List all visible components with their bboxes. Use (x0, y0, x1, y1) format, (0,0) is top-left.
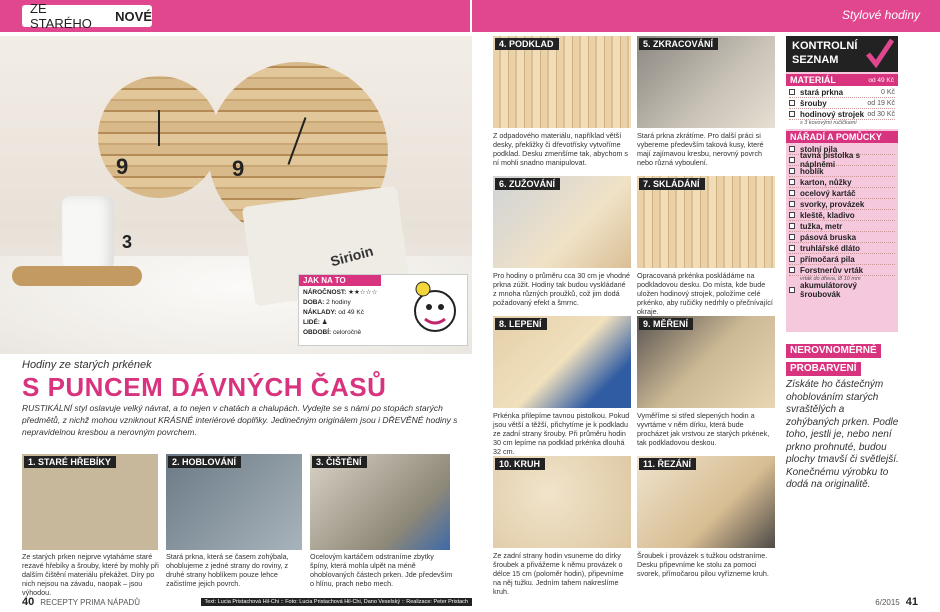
step-text-3: Ocelovým kartáčem odstraníme zbytky špíny, která mohla ulpět na méně ohoblovaných částech prken. Jde především o hlínu, prach nebo mech. (310, 552, 453, 588)
material-note: s 3 kovovými ručičkami (800, 120, 857, 126)
uneven-box (786, 340, 900, 490)
checkbox-icon[interactable] (789, 212, 795, 218)
footer-left (22, 595, 472, 609)
tool-item: pásová bruska (789, 232, 895, 243)
tool-item: truhlářské dláto (789, 243, 895, 254)
clock-numeral: 3 (122, 232, 133, 252)
article-title: S PUNCEM DÁVNÝCH ČASŮ (22, 372, 387, 402)
step-photo-2 (166, 454, 302, 550)
tool-item: tavná pistolka s náplněmi (789, 155, 895, 166)
step-text-5: Stará prkna zkrátíme. Pro další práci si vybereme především taková kusy, které mají zajímavou kresbu, nerovný povrch nebo různá vyboulení. (637, 131, 764, 167)
step-label-10: 10. KRUH (495, 458, 545, 470)
checkbox-icon[interactable] (789, 223, 795, 229)
section-label-bold: NOVÉ (115, 8, 152, 24)
step-label-11: 11. ŘEZÁNÍ (639, 458, 696, 470)
step-label-6: 6. ZUŽOVÁNÍ (495, 178, 560, 190)
step-photo-1 (22, 454, 158, 550)
material-item: šrouby od 19 Kč (789, 98, 895, 109)
material-item: hodinový strojek od 30 Kč (789, 109, 895, 120)
tools-header: NÁŘADÍ A POMŮCKY (786, 131, 898, 143)
step-text-8: Prkénka přilepíme tavnou pistolkou. Pokud jsou větší a těžší, přichytíme je k podkladu ze zadní strany šrouby. Při průměru hodin 30 cm lepíme na podklad prkénka dlouhá 32 cm. (493, 411, 630, 456)
tool-item: akumulátorový šroubovák (789, 284, 895, 295)
step-label-1: 1. STARÉ HŘEBÍKY (24, 456, 116, 468)
checkbox-icon[interactable] (789, 234, 795, 240)
magazine-name: RECEPTY PRIMA NÁPADŮ (40, 597, 140, 607)
checkbox-icon[interactable] (789, 267, 795, 273)
checkbox-icon[interactable] (789, 256, 795, 262)
tool-item: stolní pila (789, 144, 895, 155)
article-kicker: Hodiny ze starých prkének (22, 359, 152, 371)
clock-numeral: 9 (232, 156, 245, 181)
step-label-5: 5. ZKRACOVÁNÍ (639, 38, 718, 50)
material-item: stará prkna 0 Kč (789, 87, 895, 98)
checklist (786, 36, 898, 332)
tool-item: přímočará pila (789, 254, 895, 265)
mascot-icon (411, 279, 463, 341)
article-lead: RUSTIKÁLNÍ styl oslavuje velký návrat, a to nejen v chatách a chalupách. Vydejte se s námi po stopách starých předmětů, z nichž mohou vzniknout KRÁSNÉ interiérové doplňky. Jedinečným originálem jsou i DŘEVĚNÉ hodiny s nepravidelnou kresbou a nerovným povrchem. (22, 403, 458, 437)
tool-item: hoblík (789, 166, 895, 177)
checkmark-icon (866, 38, 894, 68)
step-text-4: Z odpadového materiálu, například větší desky, překližky či dřevotřísky vytvoříme podklad. Desku zmenšíme tak, abychom s ní mohli snadno manipulovat. (493, 131, 629, 167)
checkbox-icon[interactable] (789, 146, 795, 152)
section-tab (22, 1, 152, 31)
title-block (0, 354, 472, 446)
checkbox-icon[interactable] (789, 287, 795, 293)
material-header: MATERIÁL od 49 Kč (786, 74, 898, 86)
checkbox-icon[interactable] (789, 245, 795, 251)
step-text-11: Šroubek i provázek s tužkou odstraníme. Desku připevníme ke stolu za pomoci svorek, přímočarou pilou vyřízneme kruh. (637, 551, 769, 578)
footer-right (800, 595, 918, 609)
step-label-8: 8. LEPENÍ (495, 318, 547, 330)
step-photo-3 (310, 454, 450, 550)
checkbox-icon[interactable] (789, 100, 795, 106)
issue: 6/2015 (875, 597, 900, 607)
clock-hand (158, 110, 160, 146)
uneven-text: Získáte ho částečným ohoblováním starých svraštělých a zohýbaných prken. Podle toho, jestli je, nebo není prkno prohnuté, budou plochy tmavší či světlejší. Konečnému výrobku to dodá na originalitě. (786, 379, 899, 490)
step-label-3: 3. ČIŠTĚNÍ (312, 456, 367, 468)
checkbox-icon[interactable] (789, 157, 795, 163)
step-label-7: 7. SKLÁDÁNÍ (639, 178, 705, 190)
credits: Text: Lucia Pristachová Hil-Chi :: Foto: Lucia Pristachová Hil-Chi, Dano Veselský :: Realizace: Peter Pristach (201, 598, 473, 606)
how-to-title: JAK NA TO (299, 275, 381, 286)
step-text-6: Pro hodiny o průměru cca 30 cm je vhodné prkna zúžit. Hodiny tak budou vyskládané z mnoha různých proužků, což jim dodá požadovaný efekt a šmrnc. (493, 271, 631, 307)
tool-note: vrták do dřeva, Ø 10 mm (800, 276, 861, 282)
cutting-board (12, 266, 142, 286)
checklist-header: KONTROLNÍ SEZNAM (786, 36, 898, 72)
uneven-title: NEROVNOMĚRNÉ (786, 344, 881, 358)
checkbox-icon[interactable] (789, 89, 795, 95)
how-to-box (298, 274, 468, 346)
clock-numeral: 9 (116, 154, 129, 179)
section-label: ZE STARÉHO (30, 1, 92, 31)
step-label-2: 2. HOBLOVÁNÍ (168, 456, 241, 468)
step-text-1: Ze starých prken nejprve vytaháme staré rezavé hřebíky a šrouby, které by mohly při dalším čištění materiálu překážet. Díry po nich nejsou na závadu, naopak – jsou výhodou. (22, 552, 159, 597)
uneven-title-2: PROBARVENÍ (786, 362, 861, 376)
checkbox-icon[interactable] (789, 168, 795, 174)
step-label-9: 9. MĚŘENÍ (639, 318, 693, 330)
step-text-7: Opracovaná prkénka poskládáme na podkladovou desku. Do místa, kde bude uložen hodinový strojek, položíme celé prkénko, aby ručičky nedrhly o přečnívající okraje. (637, 271, 773, 316)
tool-item: karton, nůžky (789, 177, 895, 188)
tool-item: Forstnerův vrták (789, 265, 895, 276)
tool-item: svorky, provázek (789, 199, 895, 210)
checkbox-icon[interactable] (789, 179, 795, 185)
tool-item: tužka, metr (789, 221, 895, 232)
step-text-9: Vyměříme si střed slepených hodin a vyvrtáme v něm dírku, která bude procházet jak vrstvou ze starých prkének, tak podkladovou deskou. (637, 411, 770, 447)
tool-item: ocelový kartáč (789, 188, 895, 199)
step-label-4: 4. PODKLAD (495, 38, 559, 50)
how-to-rows: NÁROČNOST: ★★☆☆☆ DOBA: 2 hodiny NÁKLADY: od 49 Kč LIDÉ: ♟ OBDOBÍ: celoročně (303, 289, 378, 336)
page-number-left: 40 (22, 596, 35, 608)
step-text-10: Ze zadní strany hodin vsuneme do dírky šroubek a přivážeme k němu provázek o délce 15 cm (poloměr hodin), připevníme na něj tužku. Jedním tahem nakreslíme kruh. (493, 551, 624, 596)
bag-print: Sirioin (328, 242, 375, 270)
checkbox-icon[interactable] (789, 201, 795, 207)
tool-item: kleště, kladivo (789, 210, 895, 221)
step-text-2: Stará prkna, která se časem zohýbala, ohoblujeme z jedné strany do roviny, z druhé strany hoblíkem pouze lehce začistíme jejich povrch. (166, 552, 289, 588)
checkbox-icon[interactable] (789, 190, 795, 196)
page-number-right: 41 (905, 596, 918, 608)
section-title-right: Stylové hodiny (841, 8, 920, 22)
checkbox-icon[interactable] (789, 111, 795, 117)
